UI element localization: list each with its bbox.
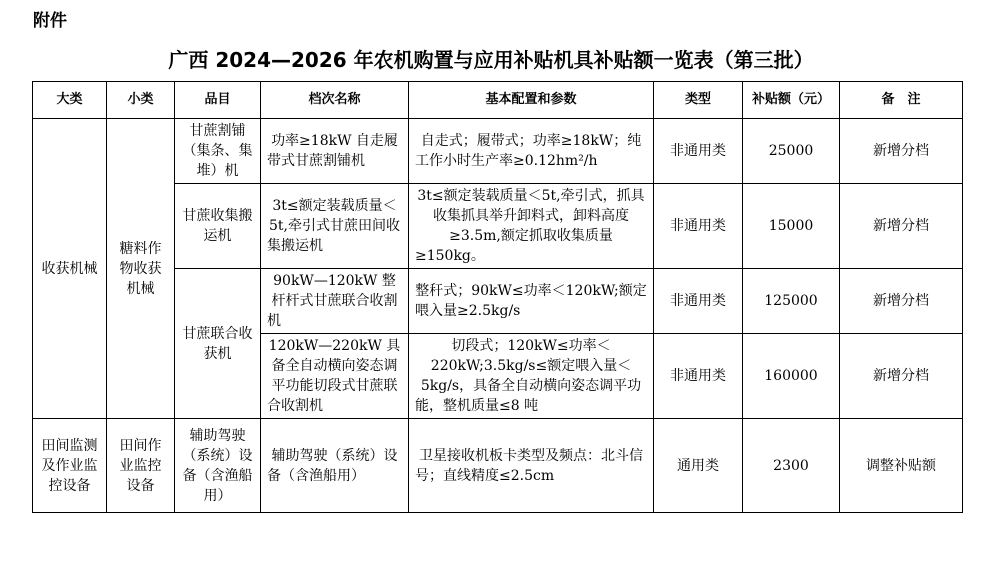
type-cell: 通用类 xyxy=(654,419,743,513)
header-grade-name: 档次名称 xyxy=(261,82,409,119)
grade-name-cell: 功率≥18kW 自走履带式甘蔗割铺机 xyxy=(261,119,409,184)
remark-cell: 调整补贴额 xyxy=(840,419,963,513)
table-row xyxy=(33,419,963,513)
major-category-cell: 收获机械 xyxy=(33,119,107,419)
header-subsidy: 补贴额（元） xyxy=(743,82,840,119)
grade-name-cell: 3t≤额定装载质量＜5t,牵引式甘蔗田间收集搬运机 xyxy=(261,184,409,269)
grade-name-cell: 120kW—220kW 具备全自动横向姿态调平功能切段式甘蔗联合收割机 xyxy=(261,334,409,419)
item-cell: 辅助驾驶（系统）设备（含渔船用） xyxy=(175,419,261,513)
remark-cell: 新增分档 xyxy=(840,184,963,269)
config-cell: 切段式；120kW≤功率＜220kW;3.5kg/s≤额定喂入量＜5kg/s，具备全自动横向姿态调平功能，整机质量≤8 吨 xyxy=(409,334,654,419)
type-cell: 非通用类 xyxy=(654,269,743,334)
config-cell: 卫星接收机板卡类型及频点：北斗信号；直线精度≤2.5cm xyxy=(409,419,654,513)
type-cell: 非通用类 xyxy=(654,334,743,419)
item-cell: 甘蔗联合收获机 xyxy=(175,269,261,419)
remark-cell: 新增分档 xyxy=(840,119,963,184)
minor-category-cell: 糖料作物收获机械 xyxy=(107,119,175,419)
subsidy-cell: 160000 xyxy=(743,334,840,419)
grade-name-cell: 辅助驾驶（系统）设备（含渔船用） xyxy=(261,419,409,513)
grade-name-cell: 90kW—120kW 整杆杆式甘蔗联合收割机 xyxy=(261,269,409,334)
attachment-label: 附件 xyxy=(33,11,67,31)
item-cell: 甘蔗割铺（集条、集堆）机 xyxy=(175,119,261,184)
table-row xyxy=(33,119,963,184)
minor-category-cell: 田间作业监控设备 xyxy=(107,419,175,513)
config-cell: 整秆式；90kW≤功率＜120kW;额定喂入量≥2.5kg/s xyxy=(409,269,654,334)
type-cell: 非通用类 xyxy=(654,119,743,184)
header-major-category: 大类 xyxy=(33,82,107,119)
header-config: 基本配置和参数 xyxy=(409,82,654,119)
type-cell: 非通用类 xyxy=(654,184,743,269)
remark-cell: 新增分档 xyxy=(840,269,963,334)
config-cell: 3t≤额定装载质量＜5t,牵引式，抓具收集抓具举升卸料式，卸料高度≥3.5m,额定抓取收集质量≥150kg。 xyxy=(409,184,654,269)
header-type: 类型 xyxy=(654,82,743,119)
table-header-row xyxy=(33,82,963,119)
item-cell: 甘蔗收集搬运机 xyxy=(175,184,261,269)
subsidy-cell: 125000 xyxy=(743,269,840,334)
subsidy-cell: 2300 xyxy=(743,419,840,513)
config-cell: 自走式；履带式；功率≥18kW；纯工作小时生产率≥0.12hm²/h xyxy=(409,119,654,184)
subsidy-cell: 15000 xyxy=(743,184,840,269)
header-minor-category: 小类 xyxy=(107,82,175,119)
header-item: 品目 xyxy=(175,82,261,119)
header-remark: 备 注 xyxy=(840,82,963,119)
subsidy-cell: 25000 xyxy=(743,119,840,184)
document-title: 广西 2024—2026 年农机购置与应用补贴机具补贴额一览表（第三批） xyxy=(168,48,814,72)
major-category-cell: 田间监测及作业监控设备 xyxy=(33,419,107,513)
remark-cell: 新增分档 xyxy=(840,334,963,419)
subsidy-table xyxy=(32,81,963,513)
